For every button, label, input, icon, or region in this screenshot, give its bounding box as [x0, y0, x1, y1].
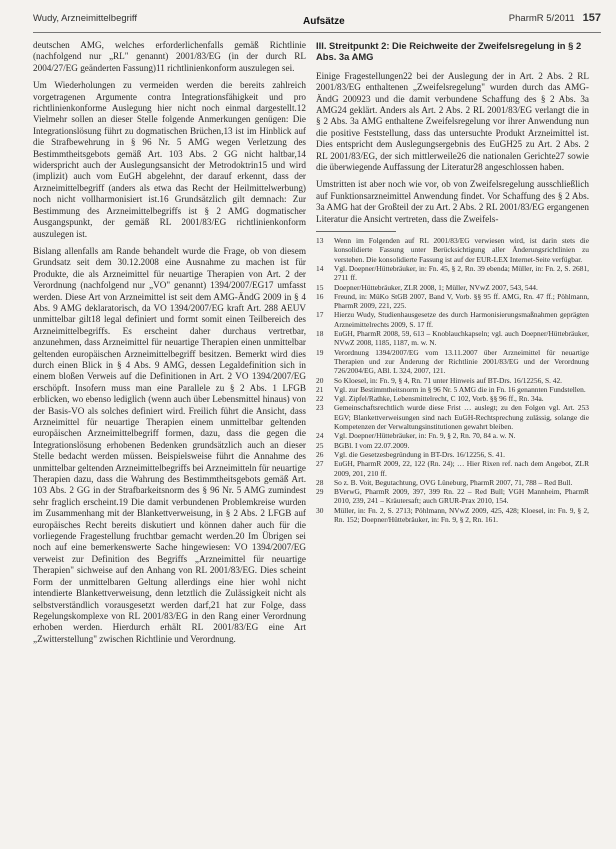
running-head-journal — [509, 12, 601, 24]
footnote-number: 25 — [316, 440, 324, 450]
footnote-number: 20 — [316, 375, 324, 385]
footnote-number: 18 — [316, 329, 324, 339]
footnote-text: Gemeinschaftsrechtlich wurde diese Frist … auslegt; zu den Folgen vgl. Art. 253 EGV; Blankettverweisungen sind nach EuGH-Rechtsprechung zulässig, solange die Kompetenzen der Verwaltungsinstitutionen gewahrt bleiben. — [334, 403, 589, 432]
footnote-text: Vgl. Doepner/Hüttebräuker, in: Fn. 9, § 2, Rn. 70, 84 a. w. N. — [334, 431, 516, 441]
footnote-text: Vgl. Doepner/Hüttebräuker, in: Fn. 45, § 2, Rn. 39 ebenda; Müller, in: Fn. 2, S. 2681, 2711 ff. — [334, 263, 589, 283]
footnote-divider — [316, 231, 396, 232]
body-paragraph: Bislang allenfalls am Rande behandelt wurde die Frage, ob von diesem Grundsatz seit dem 30.12.2008 eine Ausnahme zu machen ist für Produkte, die als Arzneimittel für neuartige Therapien von Art. 2 der Verordnung (nachfolgend nur „VO" genannt) 1394/2007/EG17 umfasst werden. Diese Art von Arzneimittel ist seit dem AMG-ÄndG 2009 in § 4 Abs. 9 AMG deklaratorisch, da VO 1394/2007/EG kraft Art. 288 AEUV unmittelbar gilt18 legal definiert und formt somit einen Teilbereich des Arzneimittelbegriffs. Es erscheint daher durchaus vertretbar, anzunehmen, dass Arzneimittel für neuartige Therapien einen unmittelbar geltenden europäischen Arzneimittelbegriff besitzen. Bemerkt wird dies durch einen Blick in § 4 Abs. 9 AMG, dessen Legaldefinition sich in einem bloßen Verweis auf die Definitionen in Art. 2 VO 1394/2007/EG erschöpft. Insofern muss man eine Parallele zu § 2 Abs. 1 LFGB erblicken, wo ebenso lediglich (wenn auch über Lebensmittel hinaus) von der Basis-VO als solches definiert wird. Freilich führt die Ansicht, dass Arzneimittel für neuartige Therapien einem unmittelbar geltenden europäischen Arzneimittelbegriff formen, dazu, dass die gegen die Integrationslösung erhobenen Bedenken grundsätzlich auch an dieser Stelle bedacht werden müssen. Beispielsweise führt die Annahme des unmittelbar geltenden Arzneimittelbegriffs bei Arzneimitteln für neuartige Therapien dazu, dass die Wahrung des Bestimmtheitsgebots gemäß Art. 103 Abs. 2 GG in der Strafbarkeitsnorm des § 96 Nr. 5 AMG zumindest sehr fraglich erscheint.19 Die damit verbundenen Problemkreise wurden im Zusammenhang mit der Blankettverweisung, in § 2 Abs. 2 LFGB auf europäisches Recht bereits diskutiert und können daher auch für die vorliegende Fragestellung fruchtbar gemacht werden.20 Im Übrigen sei noch auf eine bemerkenswerte Sache hingewiesen: VO 1394/2007/EG verweist zur Definition des Begriffs „Arzneimittel für neuartige Therapien" sichweise auf den Anhang von RL 2001/83/EG. Dies scheint Form der unmittelbaren Geltung allerdings eine hier wohl nicht intendierte Blankettverweisung, denn letztlich die Zulässigkeit nicht als selbstverständlich vorausgesetzt werden darf,21 hat zur Folge, dass Regelungskomplexe von RL 2001/83/EG in den Rang einer Verordnung erhoben werden. Hierdurch erhält RL 2001/83/EG eine Art „Zwitterstellung" zwischen Richtlinie und Verordnung. — [33, 245, 306, 644]
footnote-item — [316, 394, 589, 403]
footnote-text: Verordnung 1394/2007/EG vom 13.11.2007 über Arzneimittel für neuartige Therapien und zur Änderung der Richtlinie 2001/83/EG und der Verordnung 726/2004/EG, ABl. L 324, 2007, 121. — [334, 347, 589, 376]
footnote-item — [316, 441, 589, 450]
footnote-list — [316, 236, 589, 524]
footnote-text: Wenn im Folgenden auf RL 2001/83/EG verwiesen wird, ist darin stets die konsolidierte Fassung unter Berücksichtigung aller Änderungsrichtlinien zu verstehen. Die konsolidierte Fassung ist auf der EUR-LEX Internet-Seite verfügbar. — [334, 236, 589, 264]
footnote-number: 26 — [316, 449, 324, 459]
footnote-number: 28 — [316, 477, 324, 487]
footnote-item — [316, 329, 589, 348]
footnote-text: Doepner/Hüttebräuker, ZLR 2008, 1; Müller, NVwZ 2007, 543, 544. — [334, 282, 538, 292]
footnote-text: EuGH, PharmR 2008, 59, 613 – Knoblauchkapseln; vgl. auch Doepner/Hüttebräuker, NVwZ 2008, 1185, 1187, m. w. N. — [334, 329, 589, 348]
footnote-number: 13 — [316, 236, 324, 246]
footnote-number: 22 — [316, 394, 324, 404]
footnote-item — [316, 431, 589, 440]
footnote-text: So Kloesel, in: Fn. 9, § 4, Rn. 71 unter Hinweis auf BT-Drs. 16/12256, S. 42. — [334, 375, 563, 385]
footnote-text: Vgl. Zipfel/Rathke, Lebensmittelrecht, C 102, Vorb. §§ 96 ff., Rn. 34a. — [334, 394, 544, 404]
page-header — [33, 10, 601, 30]
footnote-number: 30 — [316, 505, 324, 515]
footnote-text: Freund, in: MüKo StGB 2007, Band V, Vorb. §§ 95 ff. AMG, Rn. 47 ff.; Pöhlmann, PharmR 2009, 221, 225. — [334, 291, 589, 311]
footnote-number: 21 — [316, 384, 324, 394]
footnote-item — [316, 403, 589, 431]
footnote-text: EuGH, PharmR 2009, 22, 122 (Rn. 24); … Hier Rixen ref. nach dem Angebot, ZLR 2009, 201, 210 ff. — [334, 459, 589, 478]
footnote-text: BGBl. I vom 22.07.2009. — [334, 440, 410, 450]
body-paragraph: Um Wiederholungen zu vermeiden werden die bereits zahlreich vorgetragenen Argumente contra Integrationsfähigkeit und pro richtlinienkonforme Auslegung hier nicht noch einmal dargestellt.12 Vielmehr sollen an dieser Stelle folgende Anmerkungen genügen: Die Integrationslösung führt zu dogmatischen Brüchen,13 ist im Hinblick auf die Strafbewehrung in § 96 Nr. 5 AMG wegen Verletzung des Bestimmtheitsgebots gemäß Art. 103 Abs. 2 GG nicht haltbar,14 widerspricht auch der Auslegungsansicht der Metrodoktrin15 und wird (implizit) auch vom EuGH abgelehnt, der darauf erkennt, dass der Arzneimittelbegriff (anders als etwa das Recht der Heilmittelwerbung) noch nicht vollharmonisiert ist.16 Grundsätzlich gilt demnach: Zur Bestimmung des Arzneimittelbegriffs ist § 2 AMG dogmatischer Ausgangspunkt, der gemäß RL 2001/83/EG richtlinienkonform auszulegen ist. — [33, 80, 306, 239]
right-column — [316, 40, 589, 845]
footnote-item — [316, 450, 589, 459]
running-head-author: Wudy, Arzneimittelbegriff — [33, 13, 138, 24]
footnote-number: 15 — [316, 282, 324, 292]
left-column — [33, 40, 306, 845]
body-paragraph: deutschen AMG, welches erforderlichenfalls gemäß Richtlinie (nachfolgend nur „RL" genannt) 2001/83/EG (in der durch RL 2004/27/EG geänderten Fassung)11 richtlinienkonform auszulegen sei. — [33, 40, 306, 73]
section-heading: III. Streitpunkt 2: Die Reichweite der Zweifelsregelung in § 2 Abs. 3a AMG — [316, 40, 582, 63]
footnote-number: 19 — [316, 347, 324, 357]
footnote-number: 23 — [316, 403, 324, 413]
page-number: 157 — [582, 12, 601, 24]
footnote-number: 17 — [316, 310, 324, 320]
footnote-text: Vgl. die Gesetzesbegründung in BT-Drs. 16/12256, S. 41. — [334, 449, 505, 459]
section-label: Aufsätze — [303, 16, 345, 27]
footnote-number: 29 — [316, 487, 324, 497]
footnote-item — [316, 478, 589, 487]
footnote-number: 27 — [316, 459, 324, 469]
footnote-number: 16 — [316, 291, 324, 301]
footnote-number: 24 — [316, 431, 324, 441]
footnote-text: Hierzu Wudy, Studienhausgesetze des durch Harmonisierungsmaßnahmen geprägten Arzneimittelrechts 2009, S. 17 ff. — [334, 310, 589, 329]
footnote-text: Müller, in: Fn. 2, S. 2713; Pöhlmann, NVwZ 2009, 425, 428; Kloesel, in: Fn. 9, § 2, Rn. 152; Doepner/Hüttebräuker, in: Fn. 9, § 2, Rn. 161. — [334, 505, 589, 524]
body-paragraph: Umstritten ist aber noch wie vor, ob von Zweifelsregelung ausschließlich auf Funktionsarzneimittel Anwendung findet. Vor Schaffung des § 2 Abs. 3a AMG hat der Großteil der zu Art. 2 Abs. 2 RL 2001/83/EG ergangenen Literatur die Ansicht vertreten, dass die Zweifels- — [316, 179, 589, 224]
footnote-number: 14 — [316, 263, 324, 273]
footnote-item — [316, 506, 589, 525]
footnote-item — [316, 376, 589, 385]
footnote-item — [316, 487, 589, 506]
header-divider — [33, 32, 601, 33]
footnote-item — [316, 348, 589, 376]
footnote-text: BVerwG, PharmR 2009, 397, 399 Rn. 22 – Red Bull; VGH Mannheim, PharmR 2010, 239, 241 – Kräutersaft; auch GRUR-Prax 2010, 154. — [334, 487, 589, 506]
footnote-item — [316, 236, 589, 264]
footnote-item — [316, 385, 589, 394]
body-paragraph: Einige Fragestellungen22 bei der Auslegung der in Art. 2 Abs. 2 RL 2001/83/EG enthaltenen „Zweifelsregelung" wurden durch das AMG-ÄndG 200923 und die damit verbundene Schaffung des § 2 Abs. 3a AMG24 geklärt. Anders als Art. 2 Abs. 2 RL 2001/83/EG verlangt die in § 2 Abs. 3a AMG enthaltene Zweifelsregelung vor ihrer Anwendung nun die positive Feststellung, dass das untersuchte Produkt Arzneimittel ist. Dies entspricht dem Auslegungsergebnis des EuGH25 zu Art. 2 Abs. 2 RL 2001/83/EG, der sich mittlerweile26 die nationalen Gerichte27 sowie die überwiegende Auffassung der Literatur28 angeschlossen haben. — [316, 70, 589, 173]
footnote-text: Vgl. zur Bestimmtheitsnorm in § 96 Nr. 5 AMG die in Fn. 16 genannten Fundstellen. — [334, 384, 586, 394]
footnote-item — [316, 292, 589, 311]
footnote-text: So z. B. Voit, Begutachtung, OVG Lüneburg, PharmR 2007, 71, 788 – Red Bull. — [334, 477, 573, 487]
journal-issue: PharmR 5/2011 — [508, 13, 575, 24]
footnote-item — [316, 264, 589, 283]
footnote-item — [316, 310, 589, 329]
footnote-item — [316, 283, 589, 292]
footnote-item — [316, 459, 589, 478]
